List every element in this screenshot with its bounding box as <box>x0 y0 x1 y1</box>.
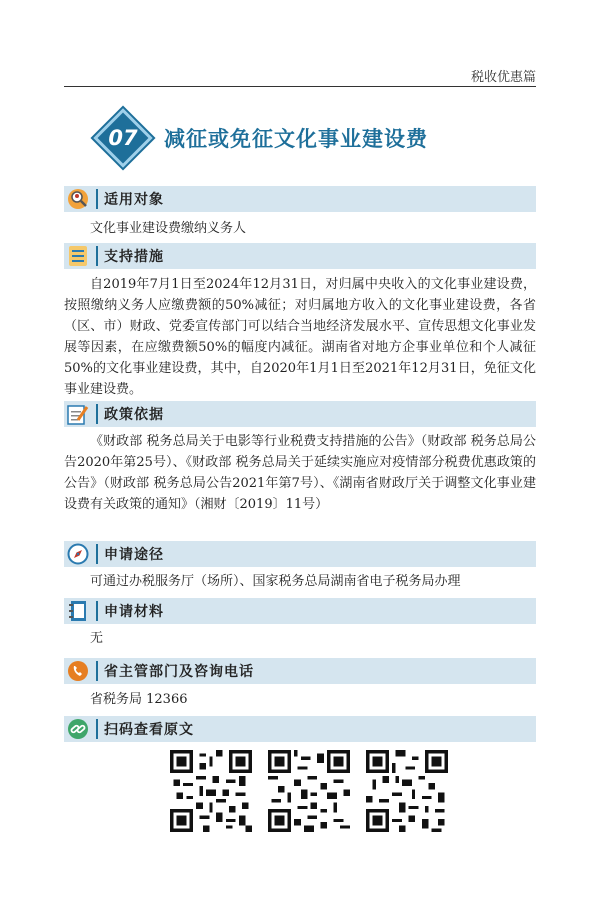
section-title: 省主管部门及咨询电话 <box>104 664 254 680</box>
channel-text: 可通过办税服务厅（场所）、国家税务总局湖南省电子税务局办理 <box>90 574 461 589</box>
basis-text: 《财政部 税务总局关于电影等行业税费支持措施的公告》（财政部 税务总局公告2020年第25号）、《财政部 税务总局关于延续实施应对疫情部分税费优惠政策的公告》（财政部 税务总局公告2021年第7号）、《湖南省财政厅关于调整文化事业建设费有关政策的通知》（湘财〔2019〕11号） <box>64 434 536 512</box>
materials-text: 无 <box>90 631 104 646</box>
section-title: 支持措施 <box>104 249 164 265</box>
magnifier-person-icon <box>66 187 90 211</box>
chapter-title: 减征或免征文化事业建设费 <box>164 126 428 151</box>
measures-text: 自2019年7月1日至2024年12月31日，对归属中央收入的文化事业建设费，按照缴纳义务人应缴费额的50%减征；对归属地方收入的文化事业建设费，各省（区、市）财政、党委宣传部门可以结合当地经济发展水平、宣传思想文化事业发展等因素，在应缴费额50%的幅度内减征。湖南省对地方企事业单位和个人减征50%的文化事业建设费，其中，自2020年1月1日至2021年12月31日，免征文化事业建设费。 <box>64 277 536 397</box>
compass-icon <box>66 542 90 566</box>
section-title: 扫码查看原文 <box>104 722 194 738</box>
edit-document-icon <box>66 402 90 426</box>
link-icon <box>66 717 90 741</box>
list-icon <box>66 244 90 268</box>
section-channel <box>64 541 536 567</box>
qr-code-row <box>170 750 448 832</box>
target-text: 文化事业建设费缴纳义务人 <box>90 221 247 236</box>
qr-code-icon[interactable] <box>268 750 350 832</box>
section-scan <box>64 716 536 742</box>
section-measures <box>64 243 536 269</box>
contact-text: 省税务局 12366 <box>90 692 188 707</box>
section-target <box>64 186 536 212</box>
chapter-heading <box>94 110 428 166</box>
section-title: 政策依据 <box>104 407 164 423</box>
header-rule <box>64 86 536 87</box>
section-title: 申请途径 <box>104 547 164 563</box>
section-title: 适用对象 <box>104 192 164 208</box>
chapter-number-badge <box>94 109 152 167</box>
chapter-number: 07 <box>108 126 138 150</box>
section-basis <box>64 401 536 427</box>
qr-code-icon[interactable] <box>170 750 252 832</box>
notebook-icon <box>66 599 90 623</box>
qr-code-icon[interactable] <box>366 750 448 832</box>
section-contact <box>64 658 536 684</box>
running-head: 税收优惠篇 <box>470 70 536 85</box>
section-materials <box>64 598 536 624</box>
phone-icon <box>66 659 90 683</box>
section-title: 申请材料 <box>104 604 164 620</box>
